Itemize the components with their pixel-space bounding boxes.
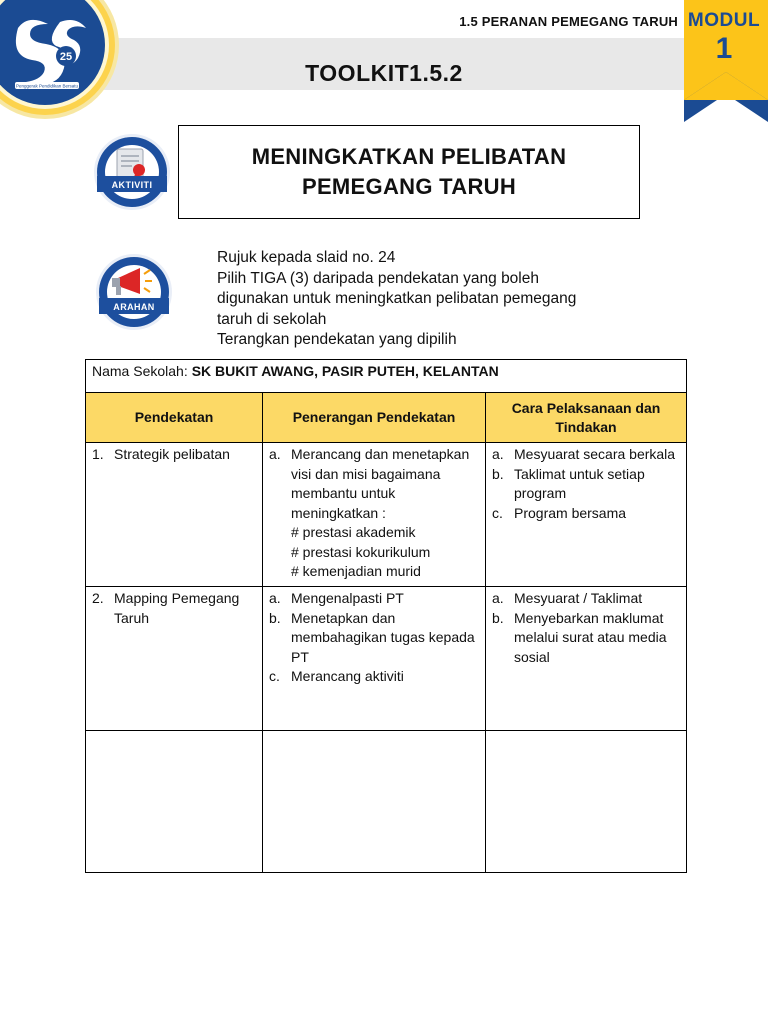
list-marker: a. <box>269 446 281 462</box>
empty-cell[interactable] <box>86 731 263 873</box>
row-number: 1. <box>92 446 104 462</box>
school-label: Nama Sekolah: <box>92 363 188 379</box>
list-marker: c. <box>492 504 503 521</box>
table-header-row <box>86 393 687 443</box>
action-text: Program bersama <box>514 504 627 521</box>
school-name: SK BUKIT AWANG, PASIR PUTEH, KELANTAN <box>191 363 499 379</box>
instruction-line: digunakan untuk meningkatkan pelibatan pemegang <box>217 290 577 307</box>
logo-number: 25 <box>59 51 73 63</box>
row-number: 2. <box>92 590 104 606</box>
list-item <box>492 589 680 609</box>
worksheet-table <box>85 359 687 873</box>
activity-title <box>252 142 567 202</box>
list-marker: b. <box>269 609 281 626</box>
table-row <box>86 443 687 587</box>
action-text: Mesyuarat secara berkala <box>514 446 676 462</box>
megaphone-icon <box>94 252 174 332</box>
instruction-line: Terangkan pendekatan yang dipilih <box>217 331 457 348</box>
list-item <box>269 667 479 687</box>
list-item <box>269 609 479 668</box>
action-text: Mesyuarat / Taklimat <box>514 590 643 606</box>
list-marker: a. <box>269 590 281 606</box>
list-marker: a. <box>492 590 504 606</box>
is25-logo-icon <box>0 0 120 120</box>
approach-cell <box>86 443 263 587</box>
activity-title-line2: PEMEGANG TARUH <box>301 174 517 199</box>
explanation-text: Mengenalpasti PT <box>291 590 404 606</box>
actions-cell <box>486 443 687 587</box>
modul-word: MODUL <box>687 10 761 31</box>
instructions <box>217 248 637 351</box>
empty-cell[interactable] <box>486 731 687 873</box>
explanation-text: Merancang dan menetapkan visi dan misi bagaimana membantu untuk meningkatkan : # prestasi akademik # prestasi kokurikulum # kemenjadian murid <box>291 446 470 579</box>
activity-title-line1: MENINGKATKAN PELIBATAN <box>251 144 567 169</box>
approach-item <box>92 445 256 465</box>
list-item <box>269 445 479 582</box>
explanation-text: Merancang aktiviti <box>291 668 404 684</box>
approach-text: Mapping Pemegang Taruh <box>114 590 240 626</box>
aktiviti-icon <box>92 132 172 212</box>
list-item <box>492 504 680 524</box>
explanation-text: Menetapkan dan membahagikan tugas kepada PT <box>291 609 475 665</box>
modul-number: 1 <box>715 32 733 65</box>
list-item <box>492 445 680 465</box>
header-penerangan: Penerangan Pendekatan <box>263 393 486 443</box>
approach-cell <box>86 587 263 731</box>
action-text: Taklimat untuk setiap program <box>514 465 645 501</box>
approach-item <box>92 589 256 628</box>
actions-cell <box>486 587 687 731</box>
school-row <box>86 360 687 393</box>
explanation-cell <box>263 587 486 731</box>
activity-title-box <box>178 125 640 219</box>
arahan-label: ARAHAN <box>113 302 155 312</box>
school-cell <box>86 360 687 393</box>
instruction-line: taruh di sekolah <box>217 310 327 328</box>
action-text: Menyebarkan maklumat melalui surat atau media sosial <box>514 609 667 665</box>
instruction-line: Pilih TIGA (3) daripada pendekatan yang boleh <box>217 269 539 287</box>
approach-text: Strategik pelibatan <box>114 446 230 462</box>
list-marker: b. <box>492 465 504 482</box>
toolkit-title: TOOLKIT1.5.2 <box>305 60 463 86</box>
module-title: 1.5 PERANAN PEMEGANG TARUH <box>459 14 678 29</box>
list-item <box>492 609 680 668</box>
logo-tagline: Penggerak Pendidikan Bersatu <box>15 83 79 89</box>
empty-cell[interactable] <box>263 731 486 873</box>
list-item <box>269 589 479 609</box>
instruction-line: Rujuk kepada slaid no. 24 <box>217 249 396 266</box>
aktiviti-label: AKTIVITI <box>111 180 153 190</box>
header-pendekatan: Pendekatan <box>86 393 263 443</box>
explanation-cell <box>263 443 486 587</box>
list-marker: b. <box>492 609 504 626</box>
header-cara-pelaksanaan: Cara Pelaksanaan dan Tindakan <box>486 393 687 443</box>
list-marker: c. <box>269 668 280 684</box>
list-marker: a. <box>492 446 504 462</box>
list-item <box>492 465 680 504</box>
table-row-empty <box>86 731 687 873</box>
table-row <box>86 587 687 731</box>
